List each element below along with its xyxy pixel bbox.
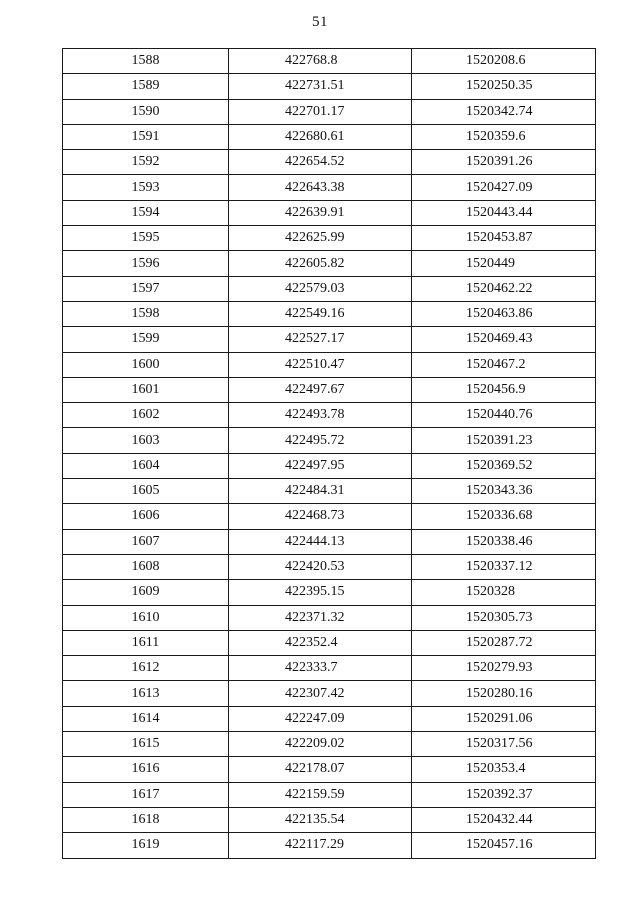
table-row	[63, 301, 596, 326]
x-coordinate-cell: 422444.13	[229, 529, 412, 554]
x-coordinate-cell: 422768.8	[229, 49, 412, 74]
table-row	[63, 99, 596, 124]
x-coordinate-cell: 422395.15	[229, 580, 412, 605]
x-coordinate-cell: 422701.17	[229, 99, 412, 124]
point-number-cell: 1614	[63, 706, 229, 731]
table-row	[63, 352, 596, 377]
table-row	[63, 479, 596, 504]
x-coordinate-cell: 422493.78	[229, 403, 412, 428]
x-coordinate-cell: 422731.51	[229, 74, 412, 99]
y-coordinate-cell: 1520449	[412, 251, 596, 276]
point-number-cell: 1612	[63, 656, 229, 681]
table-row	[63, 504, 596, 529]
table-row	[63, 226, 596, 251]
x-coordinate-cell: 422579.03	[229, 276, 412, 301]
y-coordinate-cell: 1520462.22	[412, 276, 596, 301]
table-row	[63, 554, 596, 579]
y-coordinate-cell: 1520369.52	[412, 453, 596, 478]
point-number-cell: 1615	[63, 732, 229, 757]
y-coordinate-cell: 1520208.6	[412, 49, 596, 74]
y-coordinate-cell: 1520453.87	[412, 226, 596, 251]
table-row	[63, 74, 596, 99]
x-coordinate-cell: 422625.99	[229, 226, 412, 251]
y-coordinate-cell: 1520317.56	[412, 732, 596, 757]
point-number-cell: 1598	[63, 301, 229, 326]
coordinates-table	[62, 48, 596, 859]
y-coordinate-cell: 1520342.74	[412, 99, 596, 124]
y-coordinate-cell: 1520391.23	[412, 428, 596, 453]
point-number-cell: 1591	[63, 124, 229, 149]
y-coordinate-cell: 1520443.44	[412, 200, 596, 225]
x-coordinate-cell: 422510.47	[229, 352, 412, 377]
table-row	[63, 403, 596, 428]
y-coordinate-cell: 1520279.93	[412, 656, 596, 681]
y-coordinate-cell: 1520467.2	[412, 352, 596, 377]
point-number-cell: 1601	[63, 377, 229, 402]
y-coordinate-cell: 1520392.37	[412, 782, 596, 807]
y-coordinate-cell: 1520353.4	[412, 757, 596, 782]
table-row	[63, 807, 596, 832]
y-coordinate-cell: 1520440.76	[412, 403, 596, 428]
table-row	[63, 580, 596, 605]
table-row	[63, 757, 596, 782]
x-coordinate-cell: 422333.7	[229, 656, 412, 681]
x-coordinate-cell: 422497.95	[229, 453, 412, 478]
y-coordinate-cell: 1520328	[412, 580, 596, 605]
table-row	[63, 124, 596, 149]
table-row	[63, 251, 596, 276]
table-row	[63, 49, 596, 74]
x-coordinate-cell: 422420.53	[229, 554, 412, 579]
table-row	[63, 732, 596, 757]
y-coordinate-cell: 1520337.12	[412, 554, 596, 579]
point-number-cell: 1617	[63, 782, 229, 807]
y-coordinate-cell: 1520469.43	[412, 327, 596, 352]
y-coordinate-cell: 1520391.26	[412, 150, 596, 175]
point-number-cell: 1605	[63, 479, 229, 504]
y-coordinate-cell: 1520432.44	[412, 807, 596, 832]
point-number-cell: 1589	[63, 74, 229, 99]
page-number: 51	[312, 14, 328, 30]
point-number-cell: 1596	[63, 251, 229, 276]
x-coordinate-cell: 422371.32	[229, 605, 412, 630]
point-number-cell: 1594	[63, 200, 229, 225]
point-number-cell: 1608	[63, 554, 229, 579]
point-number-cell: 1590	[63, 99, 229, 124]
point-number-cell: 1600	[63, 352, 229, 377]
point-number-cell: 1603	[63, 428, 229, 453]
y-coordinate-cell: 1520427.09	[412, 175, 596, 200]
x-coordinate-cell: 422495.72	[229, 428, 412, 453]
table-row	[63, 656, 596, 681]
table-row	[63, 150, 596, 175]
x-coordinate-cell: 422352.4	[229, 630, 412, 655]
table-row	[63, 327, 596, 352]
x-coordinate-cell: 422527.17	[229, 327, 412, 352]
y-coordinate-cell: 1520280.16	[412, 681, 596, 706]
x-coordinate-cell: 422680.61	[229, 124, 412, 149]
x-coordinate-cell: 422209.02	[229, 732, 412, 757]
x-coordinate-cell: 422643.38	[229, 175, 412, 200]
x-coordinate-cell: 422484.31	[229, 479, 412, 504]
point-number-cell: 1619	[63, 833, 229, 858]
point-number-cell: 1609	[63, 580, 229, 605]
point-number-cell: 1595	[63, 226, 229, 251]
table-row	[63, 428, 596, 453]
point-number-cell: 1593	[63, 175, 229, 200]
table-row	[63, 681, 596, 706]
x-coordinate-cell: 422605.82	[229, 251, 412, 276]
table-row	[63, 453, 596, 478]
table-row	[63, 706, 596, 731]
point-number-cell: 1607	[63, 529, 229, 554]
y-coordinate-cell: 1520336.68	[412, 504, 596, 529]
point-number-cell: 1613	[63, 681, 229, 706]
point-number-cell: 1599	[63, 327, 229, 352]
table-row	[63, 605, 596, 630]
y-coordinate-cell: 1520359.6	[412, 124, 596, 149]
y-coordinate-cell: 1520457.16	[412, 833, 596, 858]
x-coordinate-cell: 422135.54	[229, 807, 412, 832]
point-number-cell: 1604	[63, 453, 229, 478]
x-coordinate-cell: 422307.42	[229, 681, 412, 706]
point-number-cell: 1597	[63, 276, 229, 301]
x-coordinate-cell: 422497.67	[229, 377, 412, 402]
x-coordinate-cell: 422178.07	[229, 757, 412, 782]
x-coordinate-cell: 422247.09	[229, 706, 412, 731]
table-row	[63, 630, 596, 655]
x-coordinate-cell: 422549.16	[229, 301, 412, 326]
table-row	[63, 782, 596, 807]
y-coordinate-cell: 1520291.06	[412, 706, 596, 731]
point-number-cell: 1616	[63, 757, 229, 782]
x-coordinate-cell: 422159.59	[229, 782, 412, 807]
x-coordinate-cell: 422468.73	[229, 504, 412, 529]
point-number-cell: 1592	[63, 150, 229, 175]
point-number-cell: 1610	[63, 605, 229, 630]
y-coordinate-cell: 1520343.36	[412, 479, 596, 504]
table-row	[63, 276, 596, 301]
x-coordinate-cell: 422654.52	[229, 150, 412, 175]
coordinates-table-body	[63, 49, 596, 859]
table-row	[63, 377, 596, 402]
y-coordinate-cell: 1520456.9	[412, 377, 596, 402]
y-coordinate-cell: 1520250.35	[412, 74, 596, 99]
point-number-cell: 1606	[63, 504, 229, 529]
x-coordinate-cell: 422117.29	[229, 833, 412, 858]
point-number-cell: 1588	[63, 49, 229, 74]
point-number-cell: 1618	[63, 807, 229, 832]
point-number-cell: 1611	[63, 630, 229, 655]
y-coordinate-cell: 1520338.46	[412, 529, 596, 554]
x-coordinate-cell: 422639.91	[229, 200, 412, 225]
y-coordinate-cell: 1520287.72	[412, 630, 596, 655]
point-number-cell: 1602	[63, 403, 229, 428]
y-coordinate-cell: 1520305.73	[412, 605, 596, 630]
table-row	[63, 529, 596, 554]
y-coordinate-cell: 1520463.86	[412, 301, 596, 326]
table-row	[63, 200, 596, 225]
table-row	[63, 175, 596, 200]
table-row	[63, 833, 596, 858]
